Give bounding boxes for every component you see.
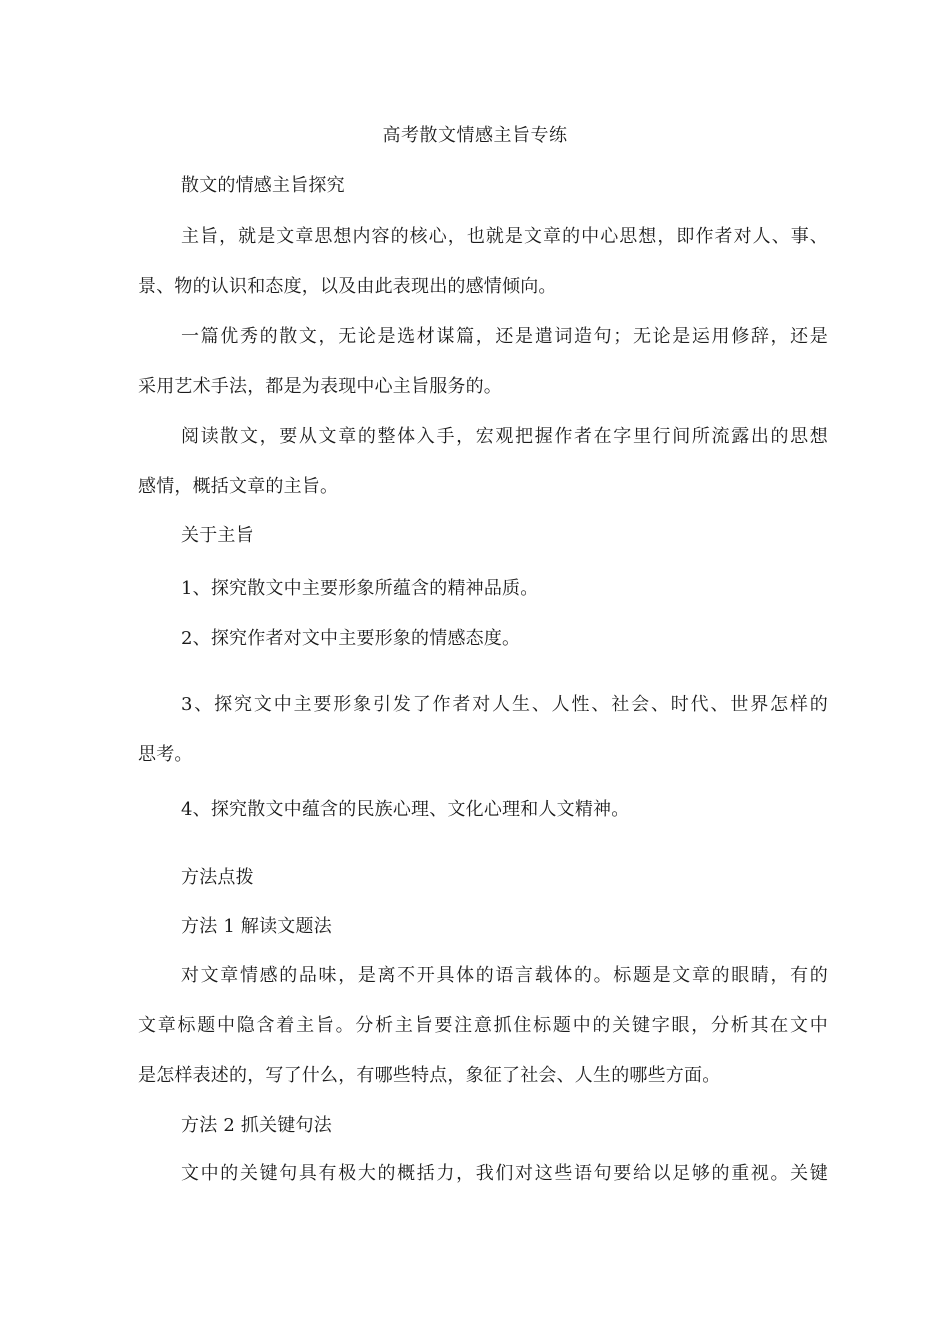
paragraph-definition-line-2: 景、物的认识和态度，以及由此表现出的感情倾向。 <box>138 276 557 297</box>
list-item-4: 4、探究散文中蕴含的民族心理、文化心理和人文精神。 <box>181 799 630 820</box>
list-item-3-line-2: 思考。 <box>138 744 193 765</box>
list-item-3-line-1: 3、探究文中主要形象引发了作者对人生、人性、社会、时代、世界怎样的 <box>181 694 828 715</box>
list-item-1: 1、探究散文中主要形象所蕴含的精神品质。 <box>181 578 539 599</box>
method-1-paragraph-line-3: 是怎样表述的，写了什么，有哪些特点，象征了社会、人生的哪些方面。 <box>138 1065 721 1086</box>
section-heading-methods: 方法点拨 <box>181 867 254 888</box>
paragraph-excellent-essay-line-1: 一篇优秀的散文，无论是选材谋篇，还是遣词造句；无论是运用修辞，还是 <box>181 326 828 347</box>
method-2-heading: 方法 2 抓关键句法 <box>181 1115 332 1136</box>
method-1-paragraph-line-1: 对文章情感的品味，是离不开具体的语言载体的。标题是文章的眼睛，有的 <box>181 965 828 986</box>
list-item-2: 2、探究作者对文中主要形象的情感态度。 <box>181 628 521 649</box>
section-heading-about-theme: 关于主旨 <box>181 525 254 546</box>
section-heading-theme-exploration: 散文的情感主旨探究 <box>181 175 345 196</box>
paragraph-definition-line-1: 主旨，就是文章思想内容的核心，也就是文章的中心思想，即作者对人、事、 <box>181 226 828 247</box>
document-title: 高考散文情感主旨专练 <box>382 125 568 146</box>
method-2-paragraph-line-1: 文中的关键句具有极大的概括力，我们对这些语句要给以足够的重视。关键 <box>181 1163 828 1184</box>
method-1-paragraph-line-2: 文章标题中隐含着主旨。分析主旨要注意抓住标题中的关键字眼，分析其在文中 <box>138 1015 828 1036</box>
paragraph-reading-line-2: 感情，概括文章的主旨。 <box>138 476 339 497</box>
paragraph-reading-line-1: 阅读散文，要从文章的整体入手，宏观把握作者在字里行间所流露出的思想 <box>181 426 828 447</box>
method-1-heading: 方法 1 解读文题法 <box>181 916 332 937</box>
paragraph-excellent-essay-line-2: 采用艺术手法，都是为表现中心主旨服务的。 <box>138 376 502 397</box>
